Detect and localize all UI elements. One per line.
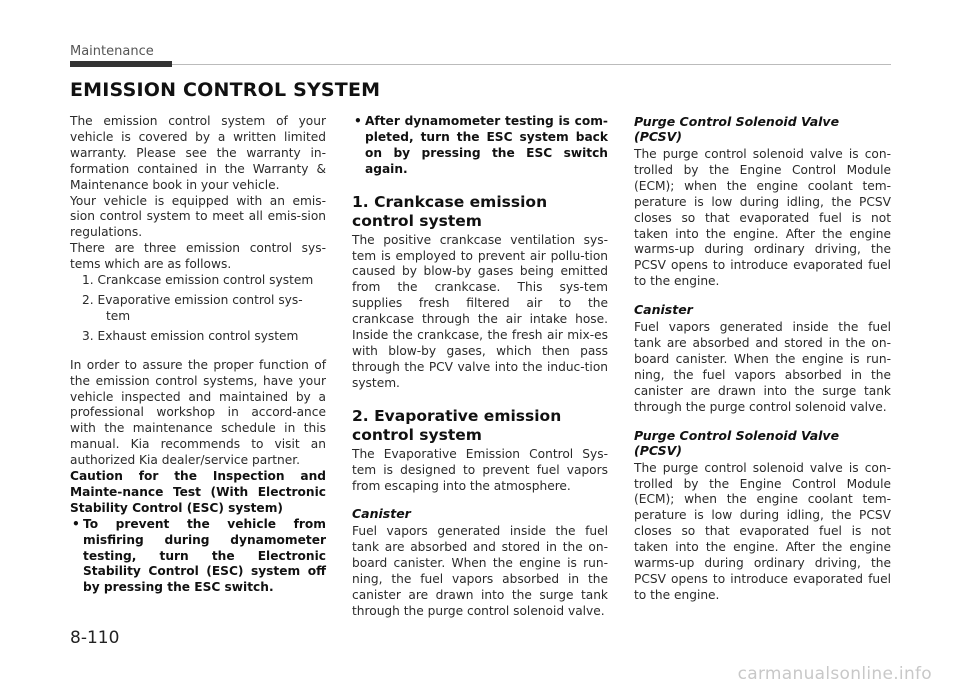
pcsv-paragraph: The purge control solenoid valve is con-trolled by the Engine Control Module (ECM); when the engine coolant tem-perature is low during idling, the PCSV closes so that evaporated fuel is not taken into the engine. After the engine warms-up during ordinary driving, the PCSV opens to introduce evaporated fuel to the engine. xyxy=(634,147,891,289)
subheading-canister: Canister xyxy=(352,506,411,522)
canister-paragraph: Fuel vapors generated inside the fuel tank are absorbed and stored in the on-board canister. When the engine is run-ning, the fuel vapors absorbed in the canister are drawn into the surge tank through the purge control solenoid valve. xyxy=(352,524,608,618)
page-number: 8-110 xyxy=(70,628,120,648)
intro-paragraph-3: There are three emission control sys-tems which are as follows. xyxy=(70,241,326,272)
intro-paragraph-1: The emission control system of your vehicle is covered by a written limited warranty. Please see the warranty in-formation contained in the Warranty & Maintenance book in your vehicle. xyxy=(70,114,326,192)
canister-paragraph: Fuel vapors generated inside the fuel tank are absorbed and stored in the on-board canister. When the engine is run-ning, the fuel vapors absorbed in the canister are drawn into the surge tank through the purge control solenoid valve. xyxy=(634,320,891,414)
subheading-canister: Canister xyxy=(634,302,693,318)
list-item-line: 2. Evaporative emission control sys- xyxy=(82,292,303,307)
header-rule xyxy=(172,64,891,65)
section-heading-evaporative: 2. Evaporative emission control system xyxy=(352,406,562,444)
bullet-marker: • xyxy=(354,114,362,128)
pcsv-paragraph: The purge control solenoid valve is con-trolled by the Engine Control Module (ECM); when the engine coolant tem-perature is low during idling, the PCSV closes so that evaporated fuel is not taken into the engine. After the engine warms-up during ordinary driving, the PCSV opens to introduce evaporated fuel to the engine. xyxy=(634,460,891,602)
list-item: 3. Exhaust emission control system xyxy=(82,328,299,343)
header-bar xyxy=(70,61,172,67)
bullet-item xyxy=(352,114,608,178)
subheading-pcsv: Purge Control Solenoid Valve (PCSV) xyxy=(634,427,840,458)
column-3 xyxy=(634,114,891,604)
column-2 xyxy=(352,114,608,620)
emission-systems-list xyxy=(70,273,326,345)
section-label: Maintenance xyxy=(70,44,154,59)
page-title: EMISSION CONTROL SYSTEM xyxy=(70,79,381,101)
watermark: carmanualsonline.info xyxy=(737,664,932,684)
list-item-continuation: tem xyxy=(106,308,131,323)
bullet-text: To prevent the vehicle from misfiring during dynamometer testing, turn the Electronic Stability Control (ESC) system off by pressing the ESC switch. xyxy=(83,516,326,595)
bullet-item xyxy=(70,517,326,597)
bullet-marker: • xyxy=(72,516,80,531)
intro-paragraph-2: Your vehicle is equipped with an emis-sion control system to meet all emis-sion regulations. xyxy=(70,193,326,240)
subheading-pcsv: Purge Control Solenoid Valve (PCSV) xyxy=(634,114,840,144)
crankcase-paragraph: The positive crankcase ventilation sys-tem is employed to prevent air pollu-tion caused by blow-by gases being emitted from the crankcase. This sys-tem supplies fresh filtered air to the crankcase through the air intake hose. Inside the crankcase, the fresh air mix-es with blow-by gases, which then pass through the PCV valve into the induc-tion system. xyxy=(352,232,608,390)
evaporative-paragraph: The Evaporative Emission Control Sys-tem is designed to prevent fuel vapors from escaping into the atmosphere. xyxy=(352,446,608,493)
caution-heading: Caution for the Inspection and Mainte-nance Test (With Electronic Stability Control (ESC) system) xyxy=(70,469,326,515)
bullet-text: After dynamometer testing is com-pleted, turn the ESC system back on by pressing the ESC switch again. xyxy=(365,114,608,176)
column-1 xyxy=(70,114,326,596)
list-item xyxy=(70,293,326,325)
section-heading-crankcase: 1. Crankcase emission control system xyxy=(352,192,548,230)
maintenance-paragraph: In order to assure the proper function of the emission control systems, have your vehicle inspected and maintained by a professional workshop in accord-ance with the maintenance schedule in this manual. Kia recommends to visit an authorized Kia dealer/service partner. xyxy=(70,357,326,468)
list-item: 1. Crankcase emission control system xyxy=(82,273,314,288)
